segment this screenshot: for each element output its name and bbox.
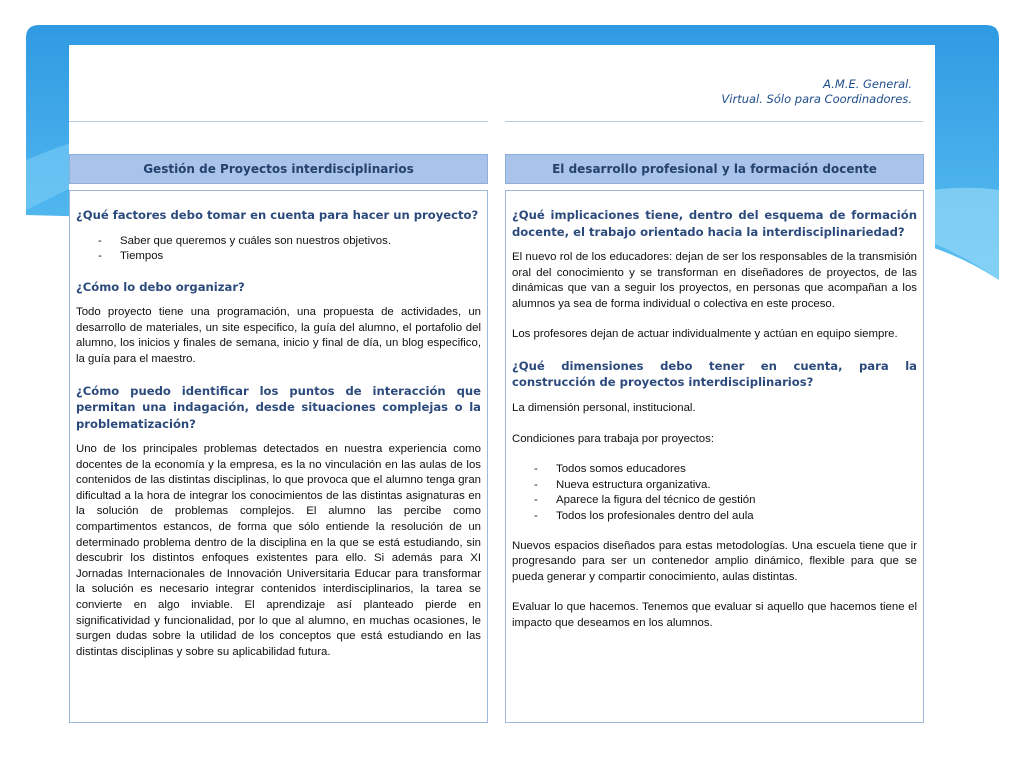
slide-header bbox=[721, 77, 912, 107]
left-column-title: Gestión de Proyectos interdisciplinarios bbox=[69, 154, 488, 184]
right-column-title: El desarrollo profesional y la formación docente bbox=[505, 154, 924, 184]
left-paragraph-1: Todo proyecto tiene una programación, una propuesta de actividades, un desarrollo de materiales, un site especifico, la guía del alumno, el portafolio del alumno, los inicios y finales de semana, inicio y final de día, un blog especifico, la guía para el maestro. bbox=[76, 306, 481, 365]
right-paragraph-1: El nuevo rol de los educadores: dejan de ser los responsables de la transmisión oral del conocimiento y se transforman en diseñadores de proyectos, de las dinámicas que van a seguir los proyectos, en personas que acompañan a los alumnos ya sea de forma individual o colectiva en este proceso. bbox=[512, 251, 917, 310]
header-line-1: A.M.E. General. bbox=[823, 77, 912, 91]
right-paragraph-4: Condiciones para trabaja por proyectos: bbox=[512, 432, 714, 445]
list-item bbox=[512, 509, 917, 525]
dash-bullet-icon: - bbox=[98, 234, 102, 247]
left-paragraph-2: Uno de los principales problemas detectados en nuestra experiencia como docentes de la economía y la empresa, es la no vinculación en las aulas de los contenidos de las distintas disciplinas, lo que provoca que el alumno tenga gran dificultad a la hora de integrar los conocimientos de las distintas asignaturas en la solución de problemas complejos. El alumno las percibe como compartimentos estancos, de forma que sólo entiende la resolución de un determinado problema dentro de la disciplina en la que se está estudiando, sin descubrir los distintos enfoques existentes para ello. Si además para XI Jornadas Internacionales de Innovación Universitaria Educar para transformar la solución es necesario integrar contenidos interdisciplinarios, la tarea se convierte en algo inviable. El aprendizaje así planteado pierde en significatividad y funcionalidad, por lo que al alumno, en muchas ocasiones, le surgen dudas sobre la utilidad de los conceptos que está estudiando en las distintas disciplinas y sobre su aplicabilidad futura. bbox=[76, 443, 481, 658]
divider-right bbox=[505, 121, 923, 122]
list-item bbox=[76, 249, 481, 265]
left-question-3: ¿Cómo puedo identificar los puntos de interacción que permitan una indagación, desde situaciones complejas o la problematización? bbox=[76, 383, 481, 431]
dash-bullet-icon: - bbox=[534, 509, 538, 522]
right-column-body bbox=[505, 190, 924, 723]
right-question-2: ¿Qué dimensiones debo tener en cuenta, para la construcción de proyectos interdisciplinarios? bbox=[512, 358, 917, 390]
right-paragraph-6: Evaluar lo que hacemos. Tenemos que evaluar si aquello que hacemos tiene el impacto que deseamos en los alumnos. bbox=[512, 601, 917, 629]
list-item-text: Todos los profesionales dentro del aula bbox=[556, 509, 754, 522]
dash-bullet-icon: - bbox=[534, 463, 538, 476]
header-line-2: Virtual. Sólo para Coordinadores. bbox=[721, 92, 912, 106]
list-item-text: Aparece la figura del técnico de gestión bbox=[556, 494, 756, 507]
list-item bbox=[512, 493, 917, 509]
list-item-text: Nueva estructura organizativa. bbox=[556, 478, 711, 491]
right-paragraph-3: La dimensión personal, institucional. bbox=[512, 401, 696, 414]
list-item bbox=[76, 234, 481, 250]
right-list bbox=[512, 462, 917, 524]
right-paragraph-2: Los profesores dejan de actuar individualmente y actúan en equipo siempre. bbox=[512, 328, 898, 341]
divider-left bbox=[69, 121, 488, 122]
list-item-text: Saber que queremos y cuáles son nuestros objetivos. bbox=[120, 234, 392, 247]
list-item-text: Todos somos educadores bbox=[556, 463, 686, 476]
dash-bullet-icon: - bbox=[534, 478, 538, 491]
left-column-body bbox=[69, 190, 488, 723]
dash-bullet-icon: - bbox=[98, 250, 102, 263]
left-question-1: ¿Qué factores debo tomar en cuenta para hacer un proyecto? bbox=[76, 208, 479, 222]
list-item bbox=[512, 478, 917, 494]
left-question-2: ¿Cómo lo debo organizar? bbox=[76, 279, 245, 294]
dash-bullet-icon: - bbox=[534, 494, 538, 507]
list-item-text: Tiempos bbox=[120, 250, 164, 263]
list-item bbox=[512, 462, 917, 478]
right-question-1: ¿Qué implicaciones tiene, dentro del esquema de formación docente, el trabajo orientado hacia la interdisciplinariedad? bbox=[512, 208, 917, 239]
right-paragraph-5: Nuevos espacios diseñados para estas metodologías. Una escuela tiene que ir progresando para ser un contenedor amplio dinámico, flexible para que se pueda generar y compartir conocimiento, aulas distintas. bbox=[512, 539, 917, 583]
left-list bbox=[76, 234, 481, 265]
